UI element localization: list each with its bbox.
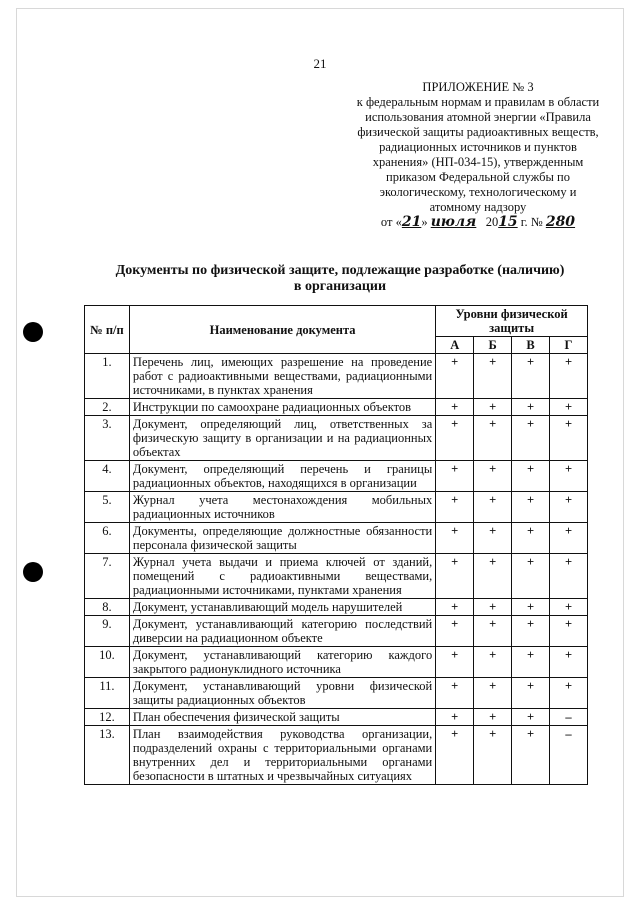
level-mark: +	[512, 647, 550, 678]
date-prefix: от «	[380, 215, 402, 229]
level-mark: +	[474, 678, 512, 709]
table-row	[85, 599, 588, 616]
level-g-header: Г	[550, 337, 588, 354]
order-number: 280	[545, 214, 576, 230]
level-mark: +	[436, 616, 474, 647]
level-mark: +	[550, 461, 588, 492]
level-b-header: Б	[474, 337, 512, 354]
title-line-1: Документы по физической защите, подлежащие разработке (наличию)	[115, 263, 565, 278]
level-mark: +	[436, 678, 474, 709]
level-mark: +	[474, 599, 512, 616]
level-mark: +	[436, 354, 474, 399]
row-number: 2.	[85, 399, 130, 416]
document-name: Журнал учета выдачи и приема ключей от зданий, помещений с радиоактивными веществами, радиационными источниками, пунктами хранения	[129, 554, 435, 599]
table-row	[85, 354, 588, 399]
document-name: Документ, определяющий лиц, ответственных за физическую защиту в организации и на радиационных объектах	[129, 416, 435, 461]
punch-hole	[23, 322, 43, 342]
document-title	[60, 263, 620, 295]
col-levels-header: Уровни физической защиты	[436, 306, 588, 337]
table-header-row	[85, 306, 588, 337]
level-mark: +	[550, 523, 588, 554]
level-a-header: А	[436, 337, 474, 354]
table-row	[85, 616, 588, 647]
document-name: План обеспечения физической защиты	[129, 709, 435, 726]
document-name: Перечень лиц, имеющих разрешение на проведение работ с радиоактивными веществами, радиационными источниками, в пунктах хранения	[129, 354, 435, 399]
document-name: Документ, устанавливающий категорию каждого закрытого радионуклидного источника	[129, 647, 435, 678]
level-mark: +	[436, 399, 474, 416]
level-mark: +	[474, 461, 512, 492]
level-mark: +	[436, 554, 474, 599]
level-mark: +	[512, 461, 550, 492]
col-name-header: Наименование документа	[129, 306, 435, 354]
appendix-line: использования атомной энергии «Правила	[365, 110, 591, 124]
punch-hole	[23, 562, 43, 582]
level-mark: +	[550, 492, 588, 523]
date-suffix: г. №	[520, 215, 543, 229]
document-name: Журнал учета местонахождения мобильных радиационных источников	[129, 492, 435, 523]
document-name: План взаимодействия руководства организации, подразделений охраны с территориальными органами внутренних дел и территориальными органами безопасности в штатных и чрезвычайных ситуациях	[129, 726, 435, 785]
level-mark: +	[436, 647, 474, 678]
appendix-line: к федеральным нормам и правилам в области	[356, 95, 600, 109]
date-day: 21	[401, 214, 422, 230]
level-v-header: В	[512, 337, 550, 354]
level-mark: +	[550, 616, 588, 647]
table-row	[85, 416, 588, 461]
date-mid: »	[421, 215, 428, 229]
row-number: 3.	[85, 416, 130, 461]
appendix-line: физической защиты радиоактивных веществ,	[357, 125, 599, 139]
row-number: 7.	[85, 554, 130, 599]
level-mark: +	[512, 616, 550, 647]
level-mark: +	[550, 678, 588, 709]
appendix-line: хранения» (НП-034-15), утвержденным	[372, 155, 584, 169]
level-mark: +	[512, 709, 550, 726]
level-mark: +	[512, 523, 550, 554]
page-number: 21	[313, 56, 327, 71]
document-name: Документ, определяющий перечень и границы радиационных объектов, находящихся в организации	[129, 461, 435, 492]
row-number: 9.	[85, 616, 130, 647]
row-number: 8.	[85, 599, 130, 616]
document-name: Документ, устанавливающий модель нарушителей	[129, 599, 435, 616]
row-number: 12.	[85, 709, 130, 726]
level-mark: +	[474, 709, 512, 726]
level-mark: +	[512, 554, 550, 599]
level-mark: +	[436, 523, 474, 554]
level-mark: +	[436, 709, 474, 726]
level-mark: +	[474, 416, 512, 461]
level-mark: +	[512, 726, 550, 785]
level-mark: +	[474, 647, 512, 678]
level-mark: +	[512, 399, 550, 416]
level-mark: +	[550, 399, 588, 416]
date-year-prefix: 20	[485, 215, 499, 229]
table-row	[85, 678, 588, 709]
table-row	[85, 492, 588, 523]
appendix-line: экологическому, технологическому и	[379, 185, 577, 199]
row-number: 10.	[85, 647, 130, 678]
document-name: Документ, устанавливающий категорию последствий диверсии на радиационном объекте	[129, 616, 435, 647]
level-mark: +	[550, 647, 588, 678]
level-mark: +	[550, 416, 588, 461]
level-mark: +	[474, 523, 512, 554]
level-mark: –	[550, 726, 588, 785]
table-row	[85, 523, 588, 554]
appendix-line: радиационных источников и пунктов	[379, 140, 577, 154]
date-month: июля	[430, 214, 477, 230]
document-name: Документы, определяющие должностные обязанности персонала физической защиты	[129, 523, 435, 554]
table-row	[85, 554, 588, 599]
level-mark: +	[436, 726, 474, 785]
appendix-block	[342, 80, 614, 230]
level-mark: +	[474, 554, 512, 599]
level-mark: +	[436, 492, 474, 523]
level-mark: +	[474, 399, 512, 416]
level-mark: +	[474, 616, 512, 647]
level-mark: +	[512, 599, 550, 616]
row-number: 11.	[85, 678, 130, 709]
level-mark: +	[474, 354, 512, 399]
date-year: 15	[498, 214, 518, 230]
table-row	[85, 647, 588, 678]
table-row	[85, 726, 588, 785]
table-row	[85, 399, 588, 416]
level-mark: +	[550, 554, 588, 599]
row-number: 4.	[85, 461, 130, 492]
order-date-line	[342, 215, 614, 230]
level-mark: +	[512, 678, 550, 709]
level-mark: +	[550, 354, 588, 399]
title-line-2: в организации	[293, 279, 387, 294]
table-row	[85, 709, 588, 726]
level-mark: +	[512, 354, 550, 399]
level-mark: +	[474, 726, 512, 785]
table-row	[85, 461, 588, 492]
appendix-heading: ПРИЛОЖЕНИЕ № 3	[422, 80, 534, 94]
level-mark: +	[550, 599, 588, 616]
row-number: 6.	[85, 523, 130, 554]
level-mark: +	[474, 492, 512, 523]
level-mark: +	[436, 461, 474, 492]
level-mark: +	[512, 416, 550, 461]
document-name: Инструкции по самоохране радиационных объектов	[129, 399, 435, 416]
appendix-line: атомному надзору	[429, 200, 527, 214]
level-mark: +	[436, 599, 474, 616]
level-mark: +	[436, 416, 474, 461]
row-number: 1.	[85, 354, 130, 399]
level-mark: +	[512, 492, 550, 523]
row-number: 13.	[85, 726, 130, 785]
level-mark: –	[550, 709, 588, 726]
appendix-line: приказом Федеральной службы по	[386, 170, 570, 184]
documents-table	[84, 305, 588, 785]
document-name: Документ, устанавливающий уровни физической защиты радиационных объектов	[129, 678, 435, 709]
row-number: 5.	[85, 492, 130, 523]
col-num-header: № п/п	[85, 306, 130, 354]
